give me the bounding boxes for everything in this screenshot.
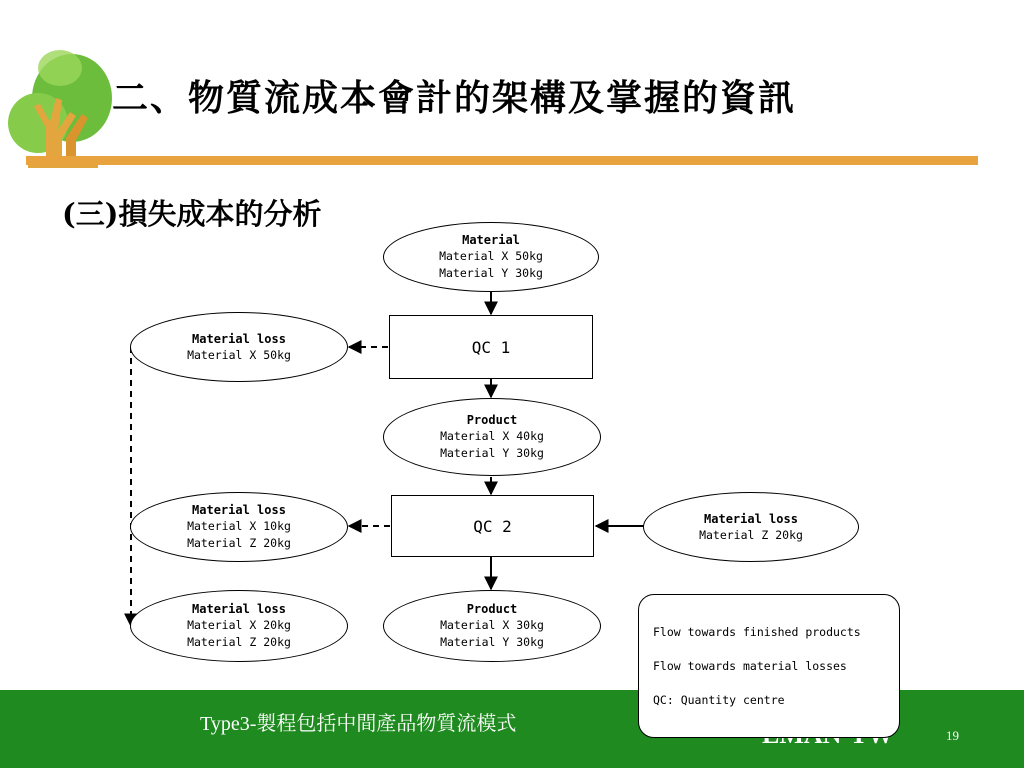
node-line: Material X 10kg — [187, 519, 291, 533]
node-line: Material Z 20kg — [187, 536, 291, 550]
legend-box — [638, 594, 900, 738]
legend-solid-label: Flow towards finished products — [653, 625, 861, 639]
node-heading: Material — [462, 233, 520, 247]
node-heading: Material loss — [192, 602, 286, 616]
material-input-node — [383, 222, 599, 292]
material-loss-1-node — [130, 312, 348, 382]
node-line: Material Y 30kg — [440, 446, 544, 460]
section-subtitle: (三)損失成本的分析 — [62, 197, 322, 231]
node-heading: Material loss — [192, 503, 286, 517]
node-line: Material X 50kg — [187, 347, 291, 362]
node-line: Material X 30kg — [440, 618, 544, 632]
material-input-2-node — [643, 492, 859, 562]
node-heading: Material loss — [704, 511, 798, 526]
node-heading: Product — [466, 602, 518, 616]
node-heading: Product — [466, 413, 518, 427]
material-loss-2-node — [130, 492, 348, 562]
qc-label: QC 1 — [471, 337, 511, 357]
node-line: Material X 40kg — [440, 429, 544, 443]
node-line: Material Y 30kg — [440, 635, 544, 649]
product-1-node — [383, 398, 601, 476]
node-line: Material Z 20kg — [699, 527, 803, 542]
node-line: Material Y 30kg — [439, 266, 543, 280]
slide-title: 二、物質流成本會計的架構及掌握的資訊 — [112, 77, 797, 119]
product-2-node — [383, 590, 601, 662]
node-line: Material X 20kg — [187, 618, 291, 632]
qc1-box — [389, 315, 593, 379]
qc2-box — [391, 495, 594, 557]
node-line: Material X 50kg — [439, 249, 543, 263]
page-number: 19 — [946, 728, 959, 743]
node-heading: Material loss — [192, 331, 286, 346]
legend-dashed-label: Flow towards material losses — [653, 659, 847, 673]
node-line: Material Z 20kg — [187, 635, 291, 649]
total-material-loss-node — [130, 590, 348, 662]
footer-caption: Type3-製程包括中間產品物質流模式 — [200, 713, 517, 735]
qc-label: QC 2 — [473, 516, 512, 536]
legend-qc-note: QC: Quantity centre — [653, 693, 785, 707]
